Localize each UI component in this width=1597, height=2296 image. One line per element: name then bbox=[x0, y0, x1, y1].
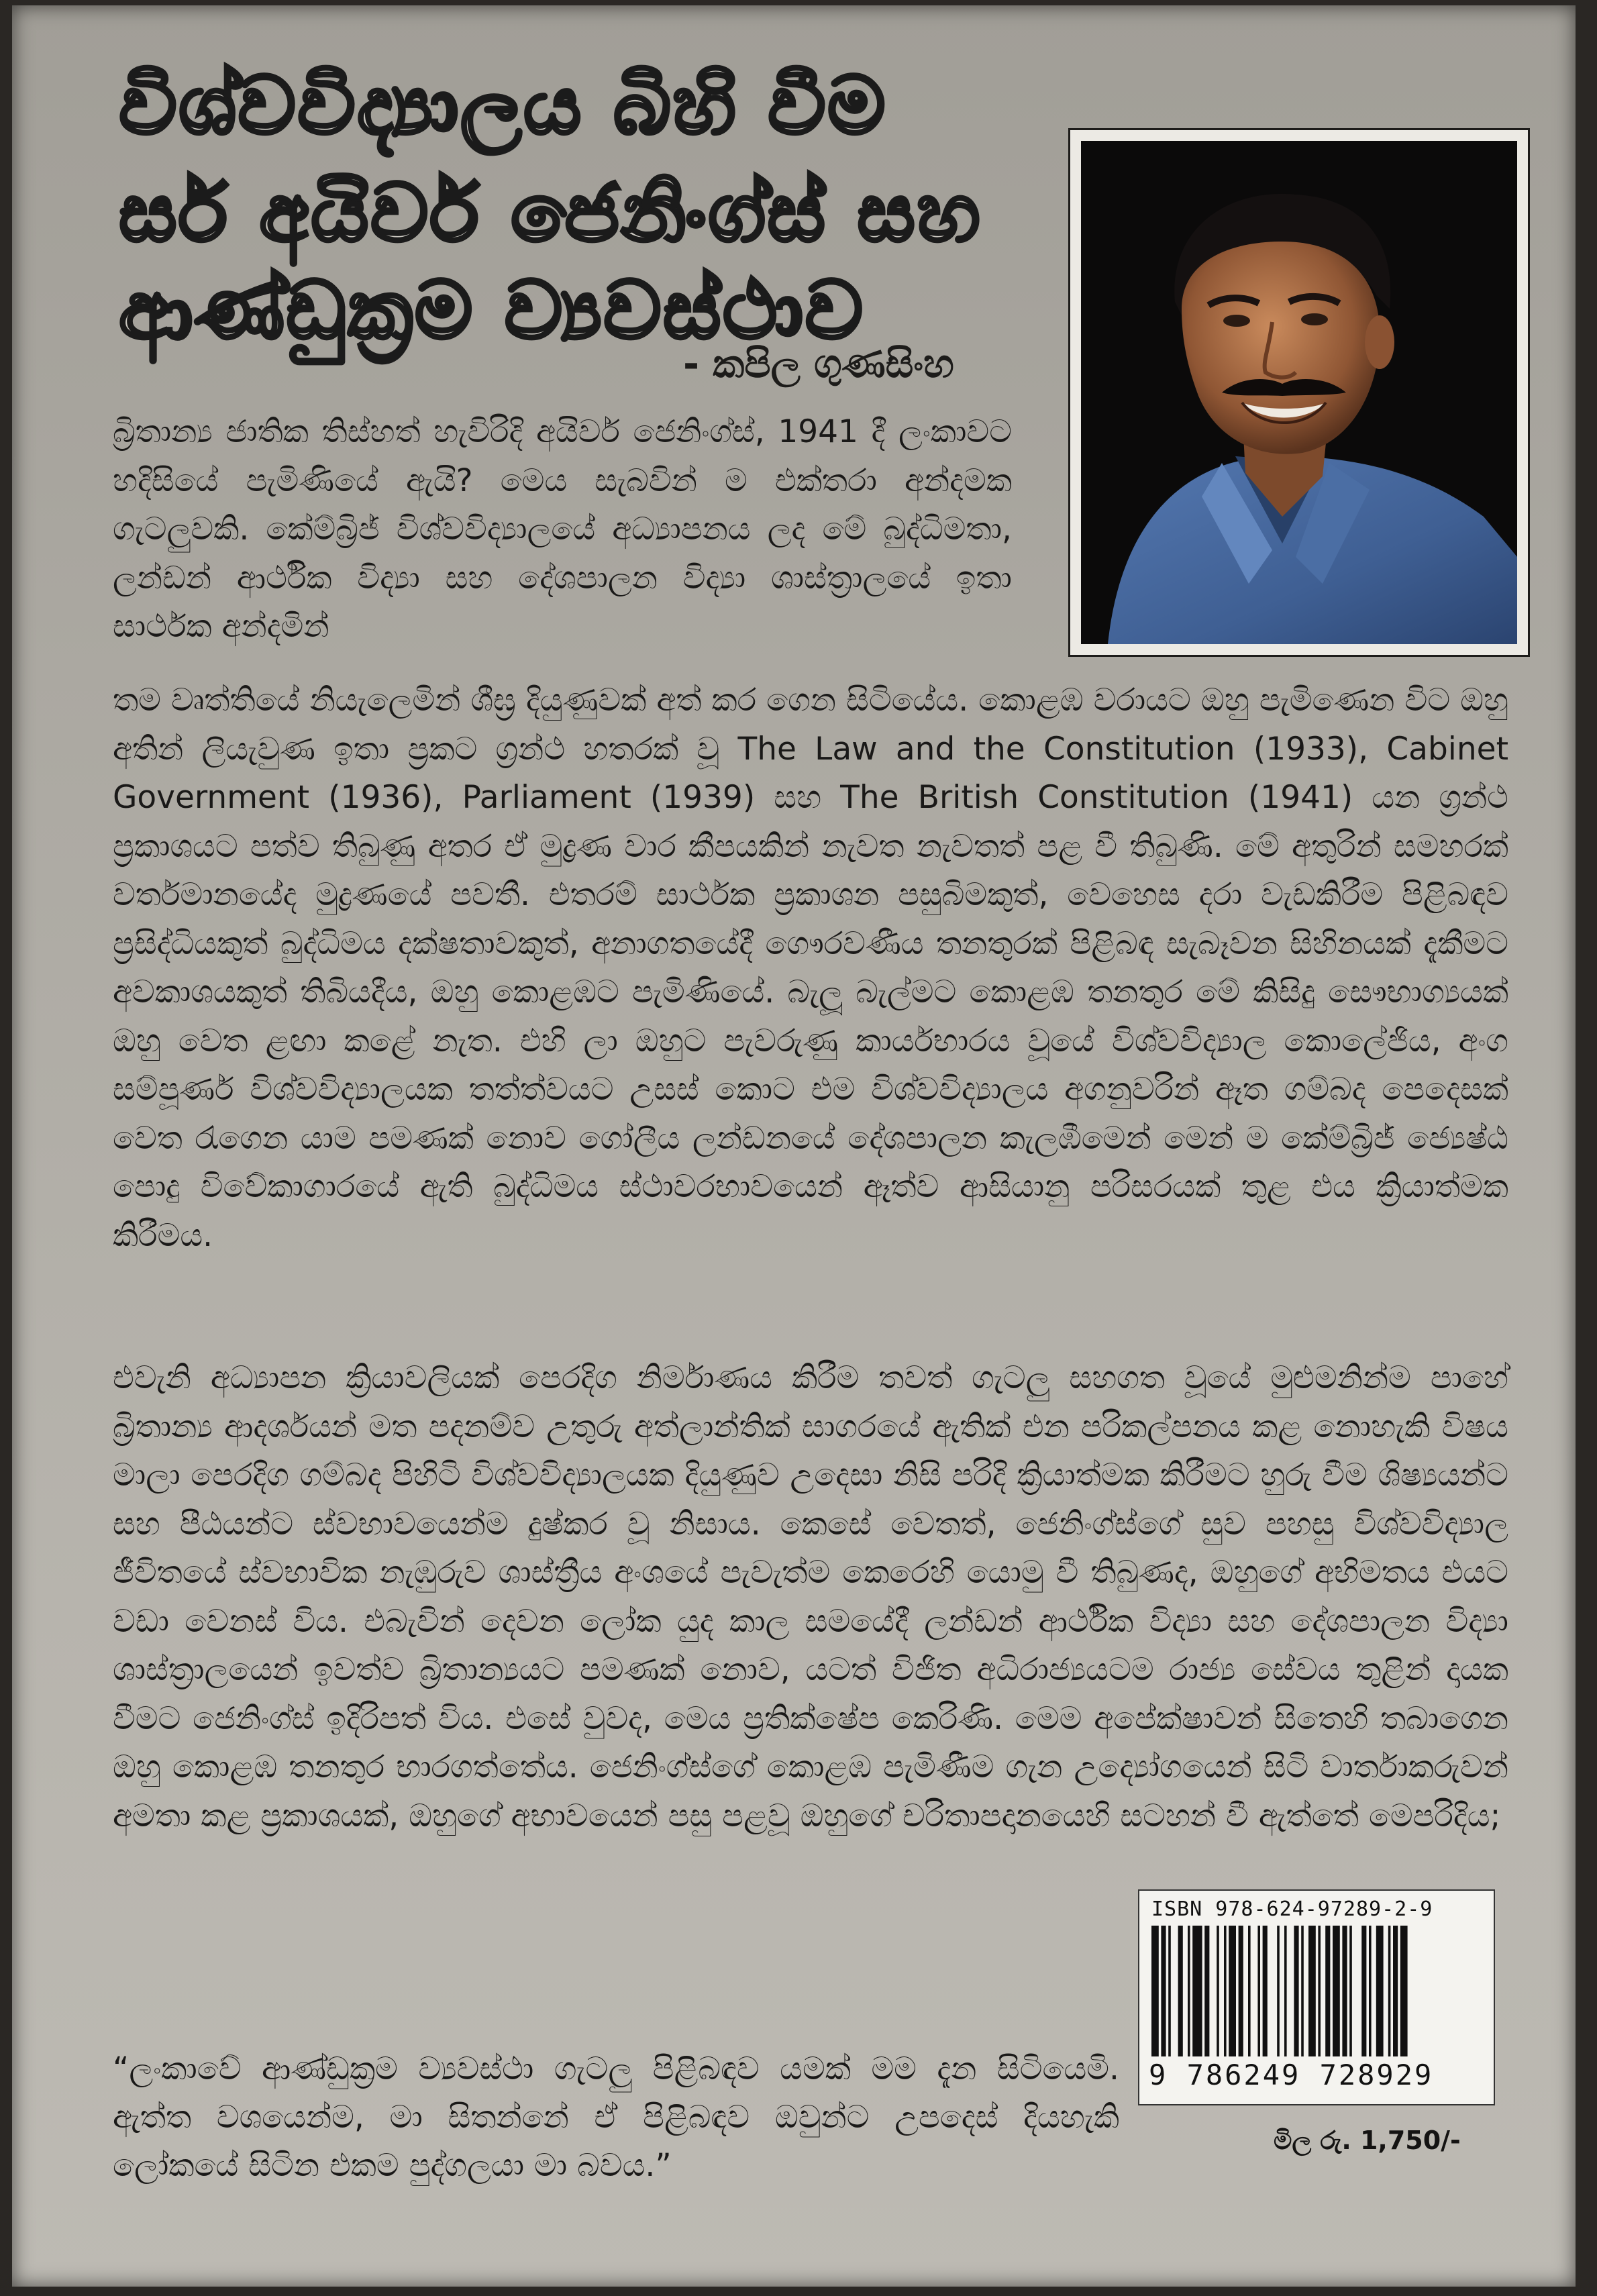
barcode-bar bbox=[1342, 1926, 1347, 2056]
barcode-bar bbox=[1192, 1926, 1202, 2056]
price-label: මිල රු. 1,750/- bbox=[1274, 2126, 1461, 2155]
barcode-bar bbox=[1239, 1926, 1243, 2056]
barcode-bar bbox=[1178, 1926, 1183, 2056]
barcode-bar bbox=[1400, 1926, 1408, 2056]
body-paragraph-1-intro: බ්‍රිතාන්‍ය ජාතික තිස්හත් හැවිරිදි අයිවර් ජෙනිංග්ස්, 1941 දී ලංකාවට හදිසියේ පැමිණියේ ඇයි? මෙය සැබවින් ම එක්තරා අන්දමක ගැටලුවකි. කේම්බ්‍රිජ් විශ්වවිද්‍යාලයේ අධ්‍යාපනය ලද මේ බුද්ධිමතා, ලන්ඩන් ආර්ථික විද්‍යා සහ දේශපාලන විද්‍යා ශාස්ත්‍රාලයේ ඉතා සාර්ථක අන්දමින් bbox=[113, 413, 1012, 645]
barcode-bar bbox=[1229, 1926, 1236, 2056]
book-back-cover bbox=[12, 5, 1576, 2287]
barcode-bar bbox=[1301, 1926, 1304, 2056]
title-line-1: විශ්වවිද්‍යාලය බිහි වීම bbox=[119, 59, 888, 152]
barcode-bar bbox=[1325, 1926, 1330, 2056]
barcode-bar bbox=[1393, 1926, 1398, 2056]
barcode-bar bbox=[1284, 1926, 1287, 2056]
barcode-bar bbox=[1161, 1926, 1166, 2056]
title-line-2: සර් අයිවර් ජෙනිංග්ස් සහ bbox=[119, 166, 982, 259]
barcode-bar bbox=[1333, 1926, 1340, 2056]
barcode-digits: 9 786249 728929 bbox=[1149, 2058, 1434, 2091]
isbn-barcode bbox=[1138, 1889, 1495, 2105]
barcode-bars bbox=[1149, 1926, 1484, 2060]
barcode-bar bbox=[1369, 1926, 1372, 2056]
barcode-bar bbox=[1257, 1926, 1260, 2056]
author-portrait-photo bbox=[1081, 141, 1517, 644]
barcode-bar bbox=[1168, 1926, 1171, 2056]
barcode-bar bbox=[1361, 1926, 1366, 2056]
isbn-number: ISBN 978-624-97289-2-9 bbox=[1151, 1897, 1433, 1921]
barcode-bar bbox=[1248, 1926, 1251, 2056]
barcode-bar bbox=[1151, 1926, 1159, 2056]
barcode-bar bbox=[1277, 1926, 1280, 2056]
body-quote: “ලංකාවේ ආණ්ඩුක්‍රම ව්‍යවස්ථා ගැටලු පිළිබඳව යමක් මම දැන සිටියෙමි. ඇත්ත වශයෙන්ම, මා සිතන්නේ ඒ පිළිබඳව ඔවුන්ට උපදෙස් දියහැකි ලෝකයේ සිටින එකම පුද්ගලයා මා බවය.” bbox=[113, 2050, 1119, 2184]
portrait-illustration bbox=[1081, 141, 1517, 644]
body-paragraph-2: එවැනි අධ්‍යාපන ක්‍රියාවලියක් පෙරදිග නිර්මාණය කිරීම තවත් ගැටලු සහගත වූයේ මුළුමනින්ම පාහේ බ්‍රිතාන්‍ය ආදර්ශයන් මත පදනම්ව උතුරු අත්ලාන්තික් සාගරයේ ඇතික් එන පරිකල්පනය කළ නොහැකි විෂය මාලා පෙරදිග ගම්බද පිහිටි විශ්වවිද්‍යාලයක දියුණුව උදෙසා නිසි පරිදි ක්‍රියාත්මක කිරීමට හුරු වීම ශිෂ්‍යයන්ට සහ පීඨයන්ට ස්වභාවයෙන්ම දුෂ්කර වූ නිසාය. කෙසේ වෙතත්, ජෙනිංග්ස්ගේ සුව පහසු විශ්වවිද්‍යාල ජීවිතයේ ස්වභාවික නැඹුරුව ශාස්ත්‍රීය අංශයේ පැවැත්ම කෙරෙහි යොමු වී තිබුණද, ඔහුගේ අභිමතය එයට වඩා වෙනස් විය. එබැවින් දෙවන ලෝක යුද කාල සමයේදී ලන්ඩන් ආර්ථික විද්‍යා සහ දේශපාලන විද්‍යා ශාස්ත්‍රාලයෙන් ඉවත්ව බ්‍රිතාන්‍යයට පමණක් නොව, යටත් විජිත අධිරාජ්‍යයටම රාජ්‍ය සේවය තුළින් දායක වීමට ජෙනිංග්ස් ඉදිරිපත් විය. එසේ වුවද, මෙය ප්‍රතික්ෂේප කෙරිණි. මෙම අපේක්ෂාවන් සිතෙහි තබාගෙන ඔහු කොළඹ තනතුර භාරගත්තේය. ජෙනිංග්ස්ගේ කොළඹ පැමිණීම ගැන උද්‍යෝගයෙන් සිටි වාර්තාකරුවන් අමතා කළ ප්‍රකාශයක්, ඔහුගේ අභාවයෙන් පසු පළවූ ඔහුගේ චරිතාපදානයෙහි සටහන් වී ඇත්තේ මෙපරිදිය; bbox=[113, 1359, 1508, 1834]
barcode-bar bbox=[1376, 1926, 1384, 2056]
barcode-bar bbox=[1188, 1926, 1190, 2056]
barcode-bar bbox=[1388, 1926, 1391, 2056]
barcode-bar bbox=[1217, 1926, 1219, 2056]
barcode-bar bbox=[1318, 1926, 1321, 2056]
barcode-bar bbox=[1263, 1926, 1268, 2056]
barcode-bar bbox=[1308, 1926, 1316, 2056]
barcode-bar bbox=[1224, 1926, 1227, 2056]
body-paragraph-1: තම වෘත්තියේ නියැලෙමින් ශීඝ්‍ර දියුණුවක් අත් කර ගෙන සිටියේය. කොළඹ වරායට ඔහු පැමිණෙන විට ඔහු අතින් ලියැවුණ ඉතා ප්‍රකට ග්‍රන්ථ හතරක් වූ The Law and the Constitution (1933), Cabinet Government (1936), Parliament (1939) සහ The British Constitution (1941) යන ග්‍රන්ථ ප්‍රකාශයට පත්ව තිබුණු අතර ඒ මුද්‍රණ වාර කීපයකින් නැවත නැවතත් පළ වී තිබුණි. මේ අතුරින් සමහරක් වර්තමානයේද මුද්‍රණයේ පවතී. එතරම් සාර්ථක ප්‍රකාශන පසුබිමකුත්, වෙහෙස දරා වැඩකිරීම පිළිබඳව ප්‍රසිද්ධියකුත් බුද්ධිමය දක්ෂතාවකුත්, අනාගතයේදී ගෞරවණීය තනතුරක් පිළිබඳ සැබෑවන සිහිනයක් දැකීමට අවකාශයකුත් තිබියදීය, ඔහු කොළඹට පැමිණියේ. බැලූ බැල්මට කොළඹ තනතුර මේ කිසිදු සෞභාග්‍යයක් ඔහු වෙත ළඟා කළේ නැත. එහි ලා ඔහුට පැවරුණු කාර්යභාරය වූයේ විශ්වවිද්‍යාල කොලේජිය, අංග සම්පූර්ණ විශ්වවිද්‍යාලයක තත්ත්වයට උසස් කොට එම විශ්වවිද්‍යාලය අගනුවරින් ඈත ගම්බද පෙදෙසක් වෙත රැගෙන යාම පමණක් නොව ගෝලීය ලන්ඩනයේ දේශපාලන කැලඹීමෙන් මෙන් ම කේම්බ්‍රිජ් ජ්‍යෙෂ්ඨ පොදු විවේකාගාරයේ ඇති බුද්ධිමය ස්ථාවරභාවයෙන් ඈත්ව ආසියානු පරිසරයක් තුළ එය ක්‍රියාත්මක කිරීමය. bbox=[113, 682, 1508, 1254]
title-line-3: ආණ්ඩුක්‍රම ව්‍යවස්ථාව bbox=[119, 264, 866, 356]
author-name: - කපිල ගුණසිංහ bbox=[683, 341, 954, 386]
author-photo-frame bbox=[1068, 128, 1530, 657]
barcode-bar bbox=[1349, 1926, 1352, 2056]
barcode-bar bbox=[1204, 1926, 1209, 2056]
barcode-bar bbox=[1294, 1926, 1298, 2056]
